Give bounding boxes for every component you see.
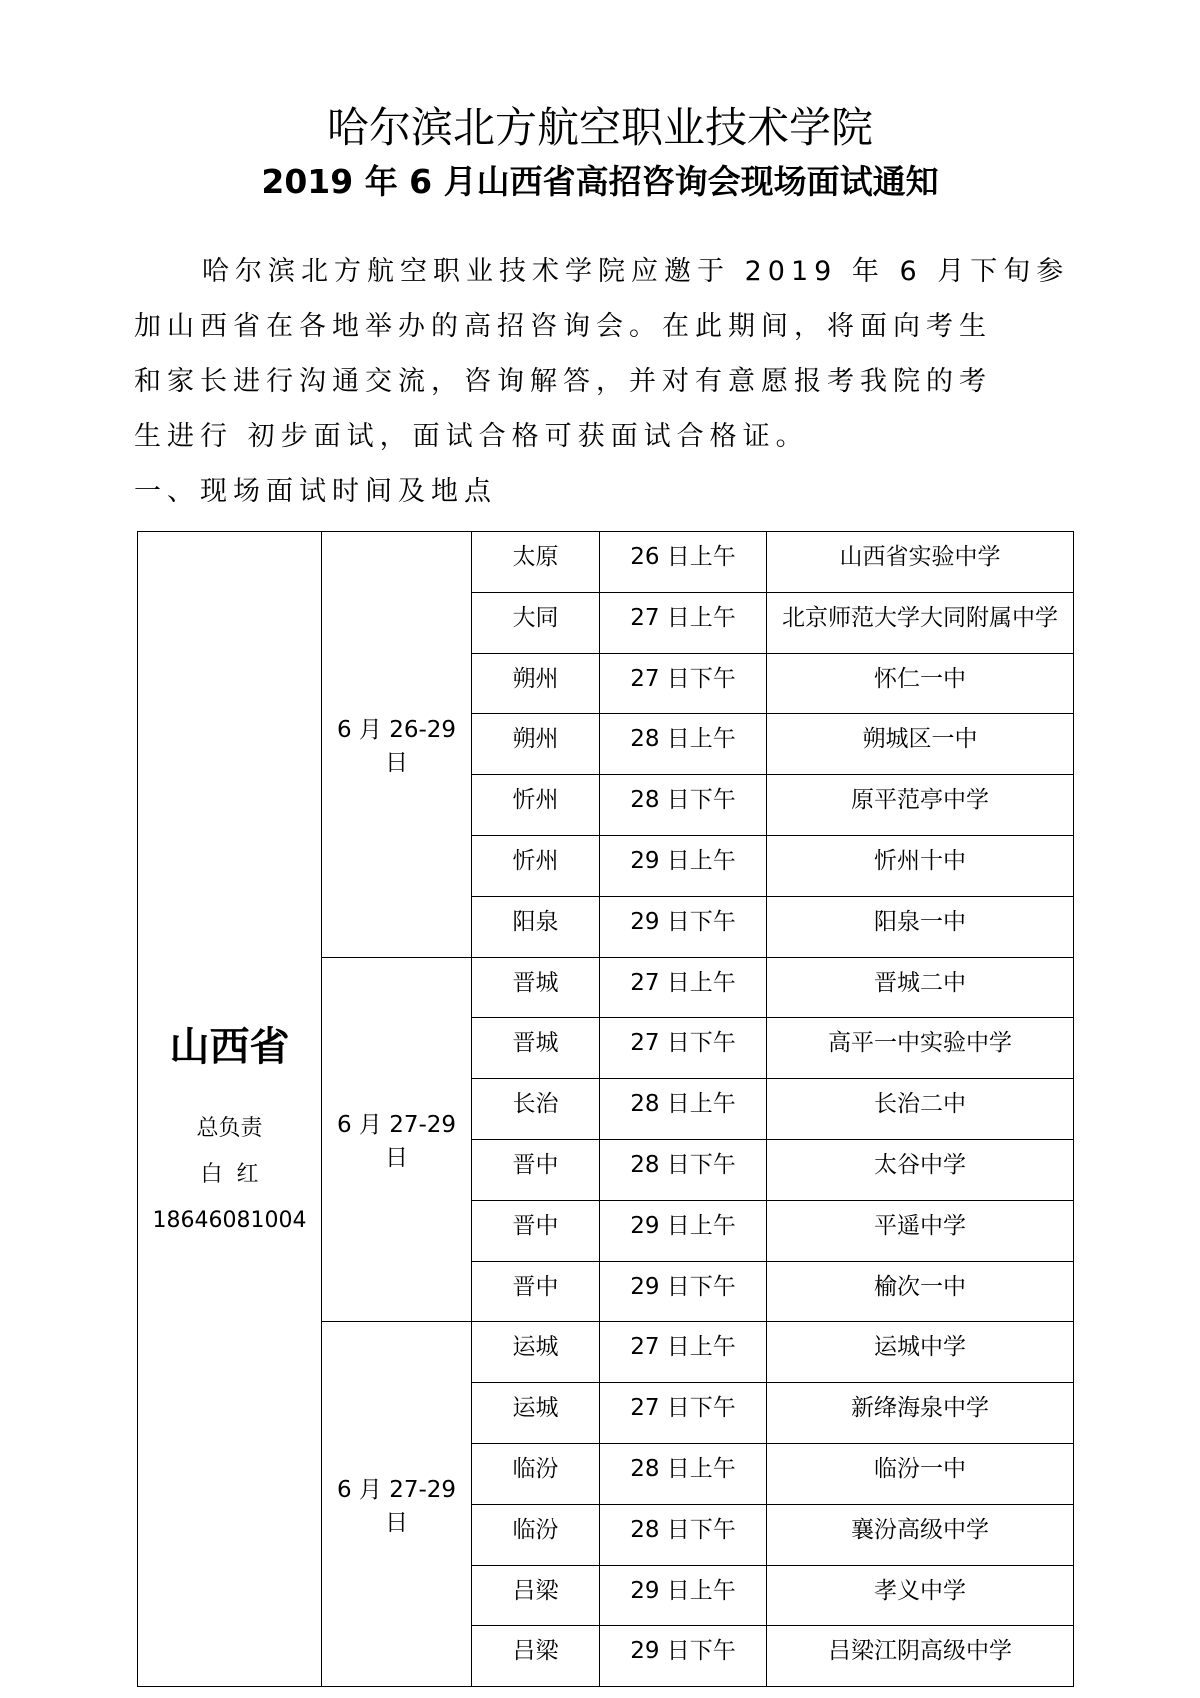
school-cell: 朔城区一中	[767, 714, 1074, 775]
table-row	[138, 532, 1074, 593]
city-cell: 忻州	[472, 835, 600, 896]
school-cell: 新绛海泉中学	[767, 1383, 1074, 1444]
time-cell: 28 日上午	[600, 1079, 767, 1140]
school-cell: 长治二中	[767, 1079, 1074, 1140]
province-name: 山西省	[169, 1023, 290, 1070]
school-cell: 北京师范大学大同附属中学	[767, 592, 1074, 653]
date-range-cell: 6 月 27-29 日	[322, 957, 472, 1322]
city-cell: 晋中	[472, 1139, 600, 1200]
time-cell: 27 日上午	[600, 957, 767, 1018]
city-cell: 吕梁	[472, 1626, 600, 1687]
intro-line: 哈尔滨北方航空职业技术学院应邀于 2019 年 6 月下旬参	[202, 256, 1070, 287]
time-cell: 27 日下午	[600, 1018, 767, 1079]
date-range-cell: 6 月 27-29 日	[322, 1322, 472, 1687]
city-cell: 吕梁	[472, 1565, 600, 1626]
section-heading: 一、现场面试时间及地点	[134, 476, 497, 507]
school-cell: 临汾一中	[767, 1443, 1074, 1504]
school-cell: 襄汾高级中学	[767, 1504, 1074, 1565]
school-cell: 怀仁一中	[767, 653, 1074, 714]
city-cell: 临汾	[472, 1443, 600, 1504]
schedule-table	[137, 531, 1074, 1687]
time-cell: 29 日上午	[600, 1200, 767, 1261]
date-range-cell: 6 月 26-29 日	[322, 532, 472, 958]
time-cell: 28 日上午	[600, 714, 767, 775]
city-cell: 晋中	[472, 1200, 600, 1261]
school-cell: 吕梁江阴高级中学	[767, 1626, 1074, 1687]
city-cell: 晋城	[472, 957, 600, 1018]
time-cell: 29 日下午	[600, 1626, 767, 1687]
school-cell: 高平一中实验中学	[767, 1018, 1074, 1079]
time-cell: 26 日上午	[600, 532, 767, 593]
contact-phone: 18646081004	[152, 1207, 307, 1233]
time-cell: 27 日上午	[600, 1322, 767, 1383]
time-cell: 28 日下午	[600, 775, 767, 836]
time-cell: 28 日上午	[600, 1443, 767, 1504]
school-cell: 孝义中学	[767, 1565, 1074, 1626]
city-cell: 临汾	[472, 1504, 600, 1565]
city-cell: 阳泉	[472, 896, 600, 957]
city-cell: 太原	[472, 532, 600, 593]
intro-line: 加山西省在各地举办的高招咨询会。在此期间，将面向考生	[134, 311, 992, 342]
city-cell: 运城	[472, 1322, 600, 1383]
contact-name: 白 红	[200, 1161, 259, 1187]
document-subtitle: 2019 年 6 月山西省高招咨询会现场面试通知	[261, 162, 939, 201]
contact-role: 总负责	[196, 1115, 263, 1141]
city-cell: 朔州	[472, 653, 600, 714]
city-cell: 运城	[472, 1383, 600, 1444]
time-cell: 29 日上午	[600, 1565, 767, 1626]
province-cell	[138, 532, 322, 1687]
intro-paragraph	[134, 244, 1074, 464]
intro-line: 和家长进行沟通交流，咨询解答，并对有意愿报考我院的考	[134, 366, 992, 397]
school-cell: 原平范亭中学	[767, 775, 1074, 836]
time-cell: 29 日下午	[600, 1261, 767, 1322]
contact-info	[138, 1106, 321, 1244]
school-cell: 太谷中学	[767, 1139, 1074, 1200]
school-cell: 平遥中学	[767, 1200, 1074, 1261]
time-cell: 29 日上午	[600, 835, 767, 896]
city-cell: 朔州	[472, 714, 600, 775]
time-cell: 27 日下午	[600, 653, 767, 714]
time-cell: 28 日下午	[600, 1504, 767, 1565]
city-cell: 大同	[472, 592, 600, 653]
city-cell: 晋中	[472, 1261, 600, 1322]
time-cell: 28 日下午	[600, 1139, 767, 1200]
school-cell: 榆次一中	[767, 1261, 1074, 1322]
school-cell: 晋城二中	[767, 957, 1074, 1018]
intro-line: 生进行 初步面试，面试合格可获面试合格证。	[134, 421, 809, 452]
city-cell: 长治	[472, 1079, 600, 1140]
city-cell: 晋城	[472, 1018, 600, 1079]
time-cell: 27 日上午	[600, 592, 767, 653]
school-cell: 山西省实验中学	[767, 532, 1074, 593]
school-cell: 阳泉一中	[767, 896, 1074, 957]
school-cell: 运城中学	[767, 1322, 1074, 1383]
time-cell: 27 日下午	[600, 1383, 767, 1444]
school-cell: 忻州十中	[767, 835, 1074, 896]
time-cell: 29 日下午	[600, 896, 767, 957]
city-cell: 忻州	[472, 775, 600, 836]
document-title: 哈尔滨北方航空职业技术学院	[326, 103, 873, 152]
